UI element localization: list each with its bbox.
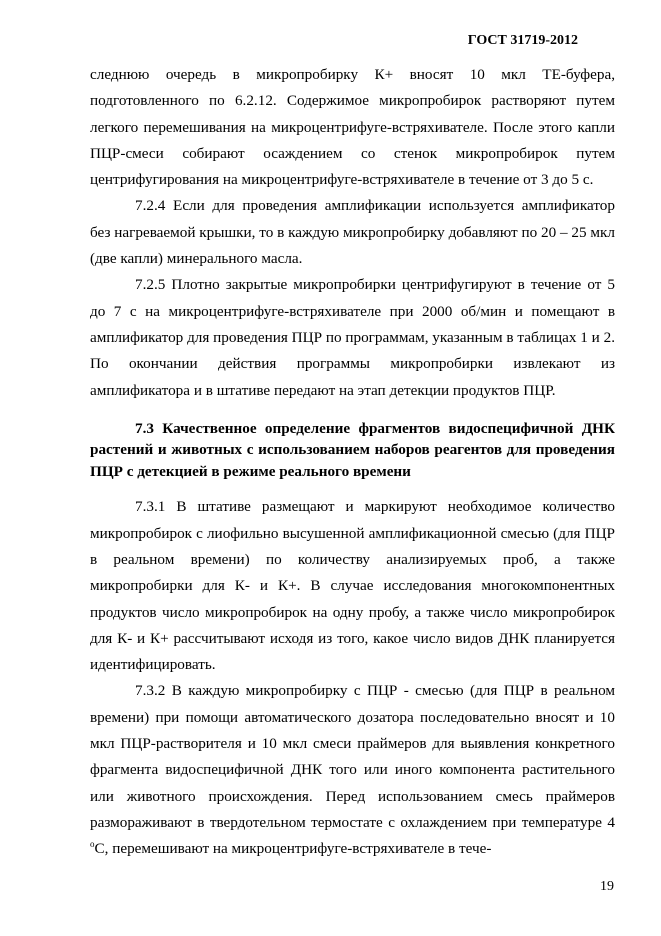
degree-superscript: o [90, 839, 95, 850]
paragraph-7-2-4: 7.2.4 Если для проведения амплификации используется амплификатор без нагреваемой крышки, то в каждую микропробирку добавляют по 20 – 25 мкл (две капли) минерального масла. [90, 197, 615, 268]
paragraph-7-3-2-text: 7.3.2 В каждую микропробирку с ПЦР - смесью (для ПЦР в реальном времени) при помощи автоматического дозатора последовательно вносят и 10 мкл ПЦР-растворителя и 10 мкл смеси праймеров для выявления конкретного фрагмента видоспецифичной ДНК того или иного компонента растительного или животного происхождения. Перед использованием смесь праймеров размораживают в твердотельном термостате с охлаждением при температуре 4 [90, 682, 615, 831]
paragraph-7-2-5: 7.2.5 Плотно закрытые микропробирки центрифугируют в течение от 5 до 7 с на микроцентрифуге-встряхивателе при 2000 об/мин и помещают в амплификатор для проведения ПЦР по программам, указанным в таблицах 1 и 2. По окончании действия программы микропробирки извлекают из амплификатора и в штативе передают на этап детекции продуктов ПЦР. [90, 276, 615, 399]
page-number: 19 [600, 879, 614, 894]
paragraph-continuation: следнюю очередь в микропробирку К+ вносят 10 мкл ТЕ-буфера, подготовленного по 6.2.12. Содержимое микропробирок растворяют путем легкого перемешивания на микроцентрифуге-встряхивателе. После этого капли ПЦР-смеси собирают осаждением со стенок микропробирок путем центрифугирования на микроцентрифуге-встряхивателе в течение от 3 до 5 с. [90, 66, 615, 189]
paragraph-7-3-1: 7.3.1 В штативе размещают и маркируют необходимое количество микропробирок с лиофильно высушенной амплификационной смесью (для ПЦР в реальном времени) по количеству анализируемых проб, а также микропробирки для К- и К+. В случае исследования многокомпонентных продуктов число микропробирок на одну пробу, а также число микропробирок для К- и К+ рассчитывают исходя из того, какое число видов ДНК планируется идентифицировать. [90, 498, 615, 674]
document-number-header: ГОСТ 31719-2012 [467, 33, 578, 48]
paragraph-7-3-2 [90, 678, 615, 862]
paragraph-7-3-2-text-end: С, перемешивают на микроцентрифуге-встряхивателе в тече- [94, 840, 492, 858]
page-body [90, 62, 615, 863]
section-heading-7-3: 7.3 Качественное определение фрагментов видоспецифичной ДНК растений и животных с использованием наборов реагентов для проведения ПЦР с детекцией в режиме реального времени [90, 419, 615, 480]
